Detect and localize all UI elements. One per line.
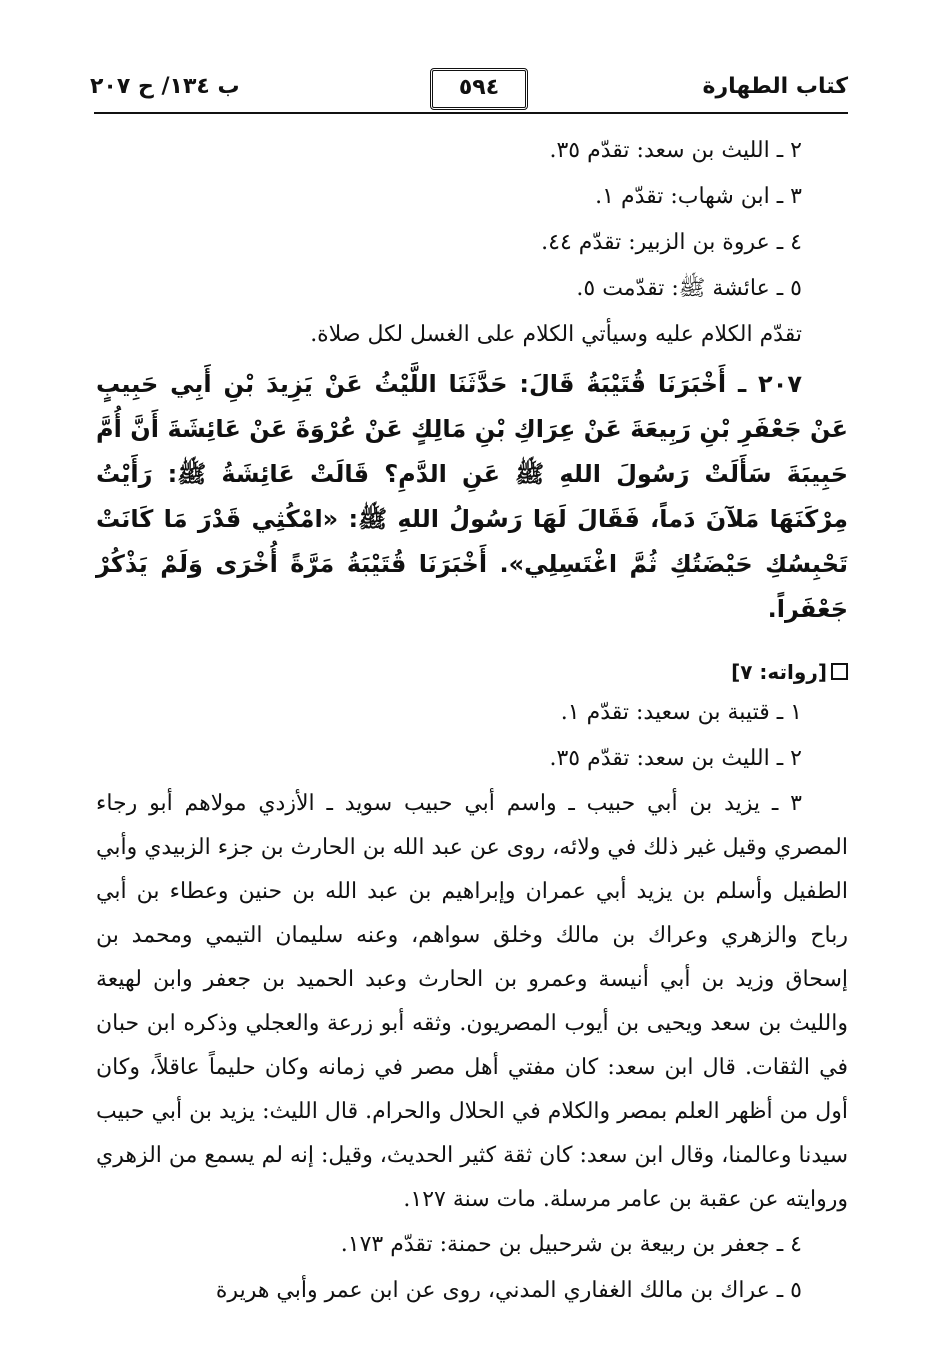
narrator-line: ٥ ـ عائشة ﷺ: تقدّمت ٥. [576,276,802,301]
hadith-text [96,362,848,632]
book-title: كتاب الطهارة [702,74,848,99]
chapter-reference: ب ١٣٤/ ح ٢٠٧ [90,74,240,99]
page-number: ٥٩٤ [430,68,528,110]
header-rule [94,112,848,114]
narrator-line: ٤ ـ جعفر بن ربيعة بن شرحبيل بن حمنة: تقدّم ١٧٣. [340,1232,802,1257]
commentary-note: تقدّم الكلام عليه وسيأتي الكلام على الغسل لكل صلاة. [310,322,802,347]
narrator-line: ٣ ـ ابن شهاب: تقدّم ١. [595,184,802,209]
narrator-line: ٥ ـ عراك بن مالك الغفاري المدني، روى عن ابن عمر وأبي هريرة [215,1278,802,1303]
square-bullet-icon [831,663,848,680]
narrators-heading [96,654,848,690]
narrator-line: ١ ـ قتيبة بن سعيد: تقدّم ١. [560,700,802,725]
narrator-line: ٤ ـ عروة بن الزبير: تقدّم ٤٤. [541,230,802,255]
page-content [96,128,848,1314]
narrator-line: ٢ ـ الليث بن سعد: تقدّم ٣٥. [549,746,802,771]
narrator-biography [96,782,848,1222]
biography-text: ٣ ـ يزيد بن أبي حبيب ـ واسم أبي حبيب سويد ـ الأزدي مولاهم أبو رجاء المصري وقيل غير ذلك في ولائه، روى عن عبد الله بن الحارث بن جزء الزبيدي وأبي الطفيل وأسلم بن يزيد أبي عمران وإبراهيم بن عبد الله بن حنين وعطاء بن أبي رباح والزهري وعراك بن مالك وخلق سواهم، وعنه سليمان التيمي ومحمد بن إسحاق وزيد بن أبي أنيسة وعمرو بن الحارث وعبد الحميد بن جعفر وابن لهيعة والليث بن سعد ويحيى بن أيوب المصريون. وثقه أبو زرعة والعجلي وذكره ابن حبان في الثقات. قال ابن سعد: كان مفتي أهل مصر في زمانه وكان حليماً عاقلاً، وكان أول من أظهر العلم بمصر والكلام في الحلال والحرام. قال الليث: يزيد بن أبي حبيب سيدنا وعالمنا، وقال ابن سعد: كان ثقة كثير الحديث، وقيل: إنه لم يسمع من الزهري وروايته عن عقبة بن عامر مرسلة. مات سنة ١٢٧. [96,791,849,1212]
narrator-line: ٢ ـ الليث بن سعد: تقدّم ٣٥. [549,138,802,163]
page-header [90,68,848,112]
hadith-body: ٢٠٧ ـ أَخْبَرَنَا قُتَيْبَةُ قَالَ: حَدَّثَنَا اللَّيْثُ عَنْ يَزِيدَ بْنِ أَبِي حَبِيبٍ عَنْ جَعْفَرِ بْنِ رَبِيعَةَ عَنْ عِرَاكِ بْنِ مَالِكٍ عَنْ عُرْوَةَ عَنْ عَائِشَةَ أَنَّ أُمَّ حَبِيبَةَ سَأَلَتْ رَسُولَ اللهِ ﷺ عَنِ الدَّمِ؟ قَالَتْ عَائِشَةُ ﷺ: رَأَيْتُ مِرْكَنَهَا مَلآنَ دَماً، فَقَالَ لَهَا رَسُولُ اللهِ ﷺ: «امْكُثِي قَدْرَ مَا كَانَتْ تَحْبِسُكِ حَيْضَتُكِ ثُمَّ اغْتَسِلِي». أَخْبَرَنَا قُتَيْبَةُ مَرَّةً أُخْرَى وَلَمْ يَذْكُرْ جَعْفَراً. [96,370,848,623]
narrators-heading-label: [رواته: ٧] [731,660,827,684]
